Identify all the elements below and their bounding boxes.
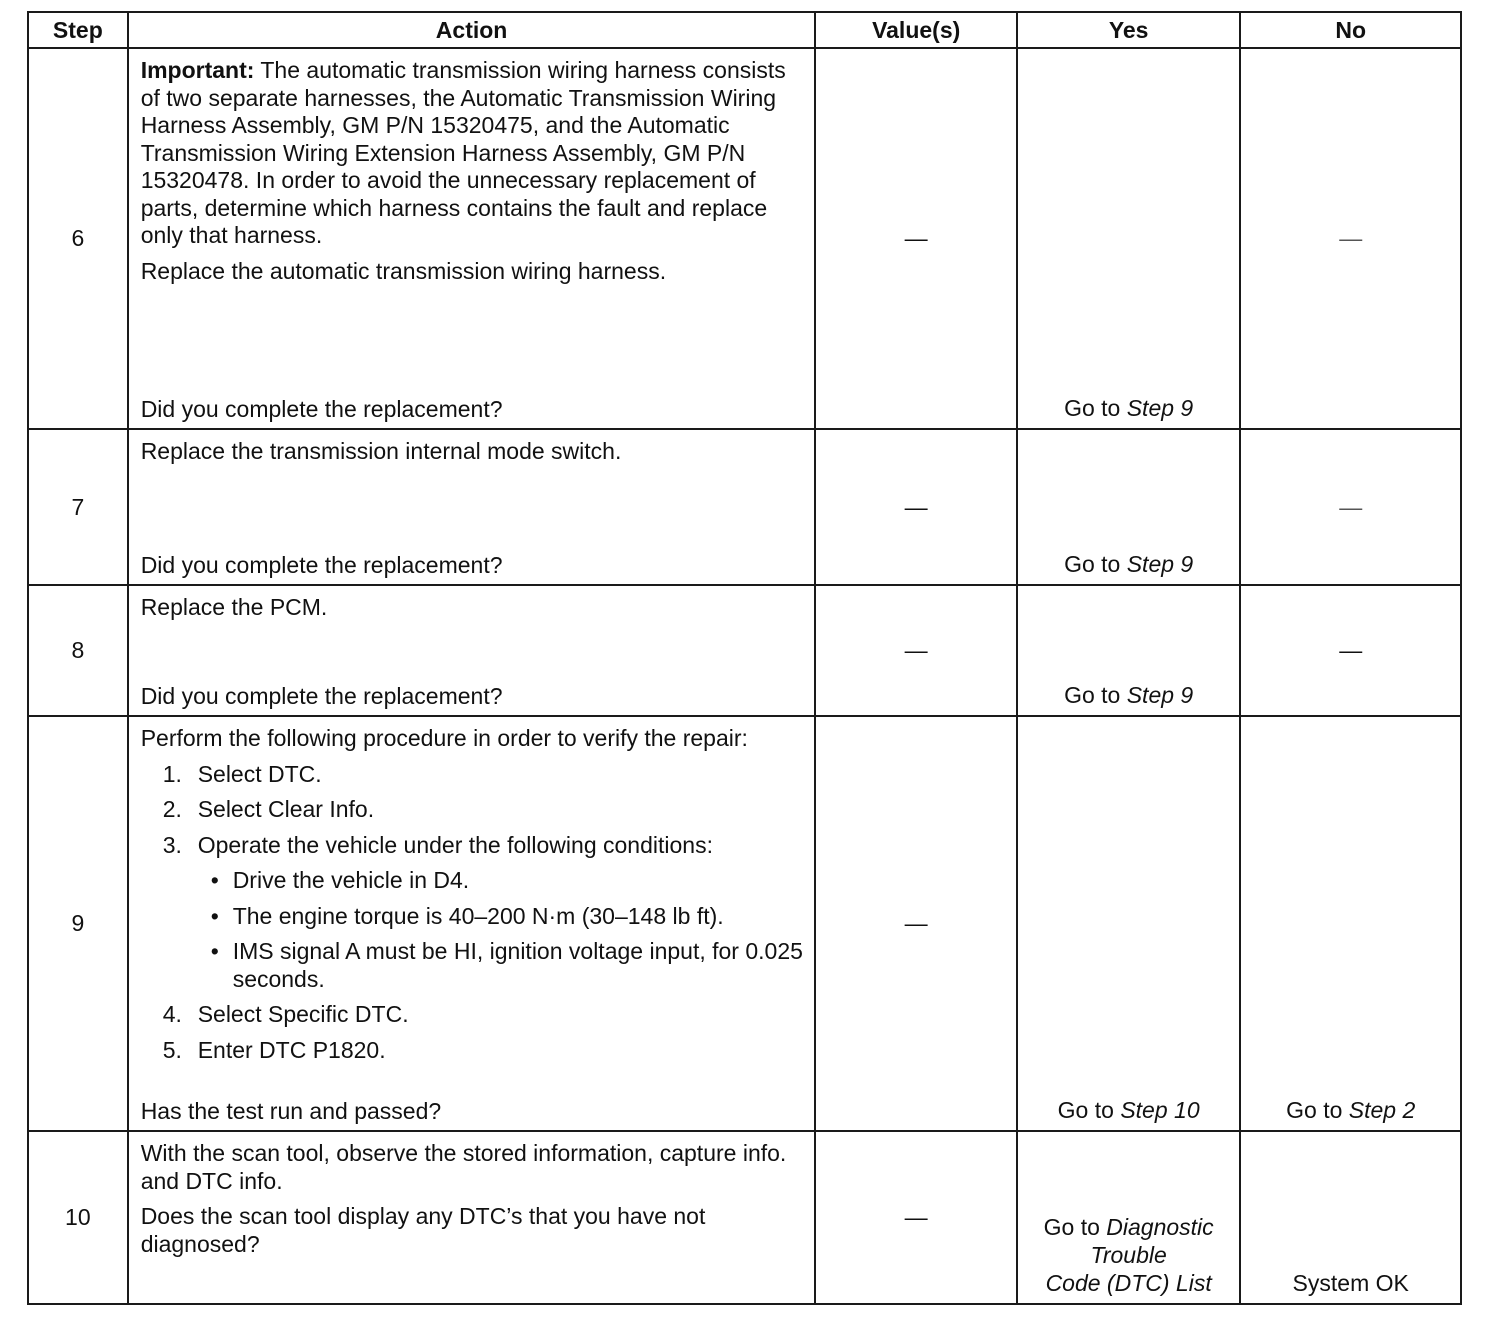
- action-paragraph: With the scan tool, observe the stored information, capture info. and DTC info.: [140, 1140, 787, 1194]
- action-cell: [128, 585, 816, 716]
- important-label: Important:: [140, 57, 255, 83]
- yes-dtc-link-line1[interactable]: Diagnostic: [1106, 1214, 1214, 1240]
- table-row-step-10: [28, 1131, 1461, 1304]
- no-cell: [1240, 716, 1461, 1131]
- diagnostic-table: [27, 11, 1462, 1305]
- header-row: [28, 12, 1461, 48]
- conditions-list: [198, 867, 807, 993]
- important-note: [141, 57, 807, 250]
- action-question: Did you complete the replacement?: [140, 682, 503, 709]
- list-item: 2. Select Clear Info.: [162, 796, 375, 822]
- yes-dtc-link-line2[interactable]: Trouble: [1090, 1242, 1167, 1268]
- action-question: Did you complete the replacement?: [140, 395, 503, 422]
- yes-prefix: Go to: [1057, 1097, 1121, 1123]
- table-row-step-8: [28, 585, 1461, 716]
- step-number: 10: [28, 1131, 128, 1304]
- yes-step-link[interactable]: Step 9: [1126, 682, 1194, 708]
- table-row-step-7: [28, 429, 1461, 585]
- important-text: The automatic transmission wiring harness consists of two separate harnesses, the Automatic Transmission Wiring Harness Assembly, GM P/N 15320475, and the Automatic Transmission Wiring Extension Harness Assembly, GM P/N 15320478. In order to avoid the unnecessary replacement of parts, determine which harness contains the fault and replace only that harness.: [140, 57, 786, 248]
- table-row-step-9: [28, 716, 1461, 1131]
- action-cell: [128, 716, 816, 1131]
- bullet-icon: •: [210, 938, 219, 964]
- no-cell: —: [1240, 585, 1461, 716]
- yes-prefix: Go to: [1064, 551, 1127, 577]
- list-item: 3. Operate the vehicle under the following conditions: • Drive the vehicle in D4. • The engine torque is 40–200 N·m (30–148 lb ft). • IMS signal A must be HI, ignition voltage input, for 0.025 seconds.: [141, 832, 807, 994]
- bullet-item: • The engine torque is 40–200 N·m (30–148 lb ft).: [210, 902, 724, 929]
- bullet-item: • Drive the vehicle in D4.: [210, 867, 470, 893]
- action-cell: [128, 429, 816, 585]
- step-number: 6: [28, 48, 128, 429]
- list-item: 1. Select DTC.: [162, 760, 322, 787]
- bullet-item: • IMS signal A must be HI, ignition voltage input, for 0.025 seconds.: [210, 938, 803, 992]
- value-cell: —: [815, 716, 1016, 1131]
- value-cell: —: [815, 429, 1016, 585]
- header-no: No: [1240, 12, 1461, 48]
- action-instruction: Replace the PCM.: [140, 594, 328, 620]
- yes-prefix: Go to: [1064, 682, 1127, 708]
- value-cell: —: [815, 48, 1016, 429]
- action-cell: [128, 48, 816, 429]
- step-number: 9: [28, 716, 128, 1131]
- yes-cell: [1017, 585, 1241, 716]
- step-number: 8: [28, 585, 128, 716]
- yes-dtc-link-line3[interactable]: Code (DTC) List: [1045, 1270, 1212, 1296]
- yes-cell: [1017, 429, 1241, 585]
- yes-cell: [1017, 716, 1241, 1131]
- table-row-step-6: [28, 48, 1461, 429]
- list-item: 5. Enter DTC P1820.: [162, 1036, 386, 1063]
- bullet-icon: •: [210, 867, 219, 893]
- yes-step-link[interactable]: Step 9: [1126, 551, 1194, 577]
- action-question: Has the test run and passed?: [140, 1097, 442, 1124]
- bullet-icon: •: [210, 902, 219, 929]
- action-question: Does the scan tool display any DTC’s that you have not diagnosed?: [140, 1203, 706, 1257]
- list-item: 4. Select Specific DTC.: [162, 1001, 409, 1027]
- no-cell: —: [1240, 48, 1461, 429]
- header-yes: Yes: [1017, 12, 1241, 48]
- step-number: 7: [28, 429, 128, 585]
- yes-cell: [1017, 1131, 1241, 1304]
- no-prefix: Go to: [1286, 1097, 1349, 1123]
- no-step-link[interactable]: Step 2: [1348, 1097, 1416, 1123]
- yes-step-link[interactable]: Step 9: [1126, 395, 1194, 421]
- header-values: Value(s): [815, 12, 1016, 48]
- action-instruction: Replace the automatic transmission wiring harness.: [140, 257, 667, 284]
- header-action: Action: [128, 12, 816, 48]
- no-cell: System OK: [1240, 1131, 1461, 1304]
- value-cell: —: [815, 1131, 1016, 1304]
- action-cell: [128, 1131, 816, 1304]
- header-step: Step: [28, 12, 128, 48]
- value-cell: —: [815, 585, 1016, 716]
- action-question: Did you complete the replacement?: [140, 551, 503, 578]
- yes-prefix: Go to: [1064, 395, 1127, 421]
- yes-prefix: Go to: [1043, 1214, 1107, 1240]
- action-instruction: Replace the transmission internal mode switch.: [140, 438, 622, 464]
- yes-step-link[interactable]: Step 10: [1120, 1097, 1200, 1123]
- action-intro: Perform the following procedure in order to verify the repair:: [140, 725, 748, 751]
- procedure-list: [141, 761, 807, 1073]
- yes-cell: [1017, 48, 1241, 429]
- no-cell: —: [1240, 429, 1461, 585]
